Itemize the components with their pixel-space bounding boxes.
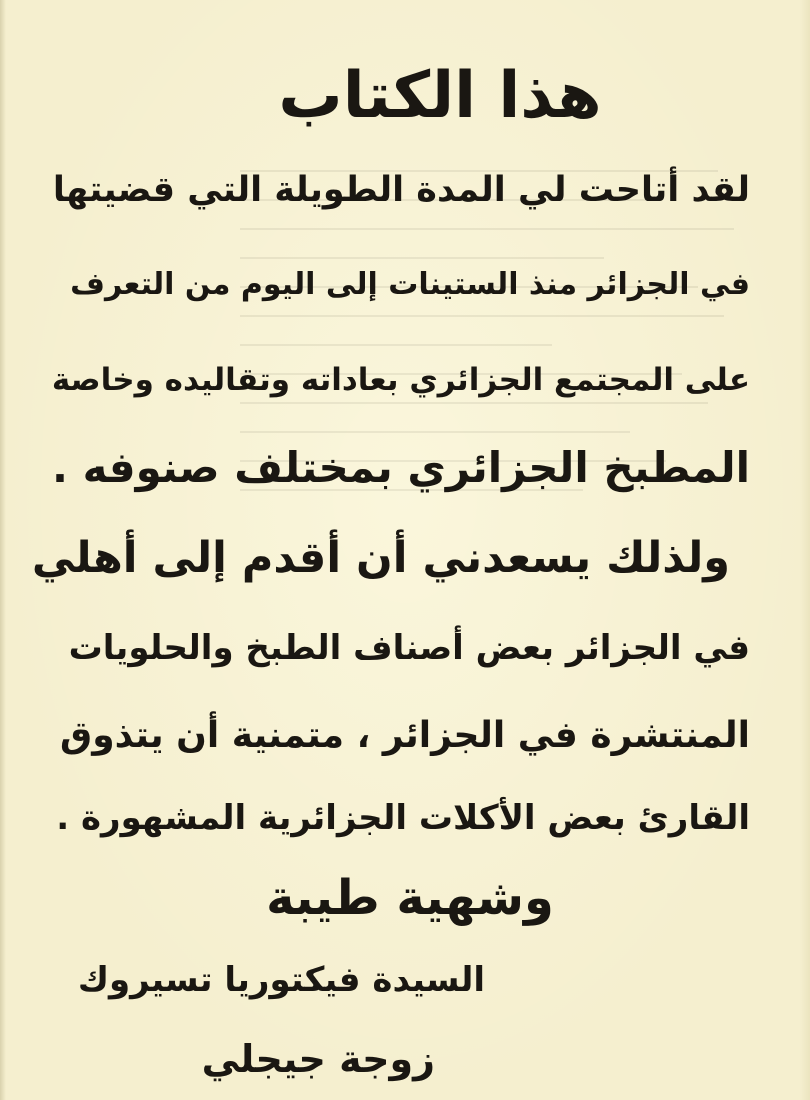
page-title: هذا الكتاب (278, 59, 602, 133)
body-line-1: لقد أتاحت لي المدة الطويلة التي قضيتها (52, 170, 750, 210)
page-edge-left (0, 0, 6, 1100)
body-line-5: ولذلك يسعدني أن أقدم إلى أهلي (31, 533, 730, 583)
body-line-7: المنتشرة في الجزائر ، متمنية أن يتذوق (60, 715, 750, 756)
body-line-2: في الجزائر منذ الستينات إلى اليوم من التعرف (70, 267, 750, 302)
body-line-8: القارئ بعض الأكلات الجزائرية المشهورة . (56, 798, 750, 838)
signature-name: السيدة فيكتوريا تسيروك (77, 960, 485, 1000)
signature-title: زوجة جيجلي (201, 1037, 435, 1081)
body-line-4: المطبخ الجزائري بمختلف صنوفه . (52, 443, 750, 492)
body-line-3: على المجتمع الجزائري بعاداته وتقاليده وخاصة (51, 362, 750, 398)
body-line-6: في الجزائر بعض أصناف الطبخ والحلويات (68, 628, 750, 668)
closing-wish: وشهية طيبة (266, 870, 554, 926)
page-edge-right (800, 0, 810, 1100)
